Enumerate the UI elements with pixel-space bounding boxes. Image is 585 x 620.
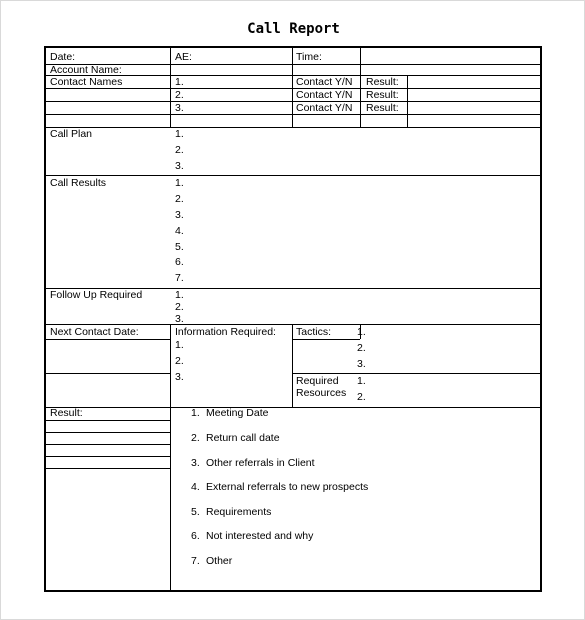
col-line: [292, 48, 293, 127]
result-option-text: External referrals to new prospects: [206, 481, 369, 493]
result-option-text: Other: [206, 555, 233, 567]
col-line: [170, 324, 171, 590]
row-line: [46, 101, 540, 102]
col-line: [407, 75, 408, 127]
result-option-number: 3.: [191, 457, 200, 469]
required-resources-label: Resources: [296, 387, 347, 399]
information-required-item: 1.: [175, 339, 184, 351]
call-plan-item: 2.: [175, 144, 184, 156]
contact-result-label: Result:: [366, 102, 399, 114]
row-line: [46, 324, 540, 325]
row-line: [46, 127, 540, 128]
information-required-item: 3.: [175, 371, 184, 383]
call-results-item: 6.: [175, 256, 184, 268]
row-line: [46, 420, 170, 421]
result-option-text: Requirements: [206, 506, 272, 518]
col-line: [292, 324, 293, 407]
ae-label: AE:: [175, 51, 192, 63]
result-option-text: Meeting Date: [206, 407, 269, 419]
result-option-number: 5.: [191, 506, 200, 518]
call-plan-label: Call Plan: [50, 128, 93, 140]
account-name-field[interactable]: [170, 64, 540, 75]
time-field[interactable]: [360, 48, 540, 64]
contact-number: 3.: [175, 102, 184, 114]
contact-number: 1.: [175, 76, 184, 88]
row-line: [46, 468, 170, 469]
contact-yn-label: Contact Y/N: [296, 89, 353, 101]
result-option-number: 4.: [191, 481, 200, 493]
call-results-item: 1.: [175, 177, 184, 189]
contact-yn-label: Contact Y/N: [296, 102, 353, 114]
row-line: [46, 114, 540, 115]
row-line: [292, 373, 540, 374]
row-line: [46, 175, 540, 176]
contact-names-label: Contact Names: [50, 76, 123, 88]
contact-yn-label: Contact Y/N: [296, 76, 353, 88]
tactics-label: Tactics:: [296, 326, 332, 338]
call-plan-item: 3.: [175, 160, 184, 172]
account-name-label: Account Name:: [50, 64, 122, 76]
date-field[interactable]: [116, 48, 170, 64]
result-option-number: 2.: [191, 432, 200, 444]
result-option-text: Return call date: [206, 432, 280, 444]
contact-result-label: Result:: [366, 76, 399, 88]
call-report-form: [44, 46, 542, 592]
call-results-item: 3.: [175, 209, 184, 221]
call-plan-item: 1.: [175, 128, 184, 140]
contact-result-label: Result:: [366, 89, 399, 101]
date-label: Date:: [50, 51, 76, 63]
result-option-text: Not interested and why: [206, 530, 314, 542]
call-results-item: 7.: [175, 272, 184, 284]
tactics-item: 2.: [357, 342, 366, 354]
required-resources-label: Required: [296, 375, 339, 387]
row-line: [46, 407, 540, 408]
row-line: [46, 444, 170, 445]
follow-up-item: 3.: [175, 313, 184, 325]
result-option-number: 6.: [191, 530, 200, 542]
result-option-number: 7.: [191, 555, 200, 567]
call-results-label: Call Results: [50, 177, 107, 189]
row-line: [46, 339, 170, 340]
row-line: [46, 373, 170, 374]
resources-item: 1.: [357, 375, 366, 387]
information-required-label: Information Required:: [175, 326, 276, 338]
row-line: [292, 339, 360, 340]
call-results-item: 4.: [175, 225, 184, 237]
page-title: Call Report: [247, 21, 340, 37]
follow-up-item: 2.: [175, 301, 184, 313]
ae-field[interactable]: [196, 48, 292, 64]
call-results-item: 2.: [175, 193, 184, 205]
follow-up-item: 1.: [175, 289, 184, 301]
follow-up-label: Follow Up Required: [50, 289, 143, 301]
result-option-text: Other referrals in Client: [206, 457, 315, 469]
col-line: [170, 48, 171, 127]
row-line: [46, 88, 540, 89]
result-option-number: 1.: [191, 407, 200, 419]
information-required-item: 2.: [175, 355, 184, 367]
time-label: Time:: [296, 51, 322, 63]
row-line: [46, 456, 170, 457]
next-contact-date-label: Next Contact Date:: [50, 326, 139, 338]
resources-item: 2.: [357, 391, 366, 403]
row-line: [46, 432, 170, 433]
contact-number: 2.: [175, 89, 184, 101]
tactics-item: 1.: [357, 326, 366, 338]
tactics-item: 3.: [357, 358, 366, 370]
call-results-item: 5.: [175, 241, 184, 253]
result-label: Result:: [50, 407, 83, 419]
